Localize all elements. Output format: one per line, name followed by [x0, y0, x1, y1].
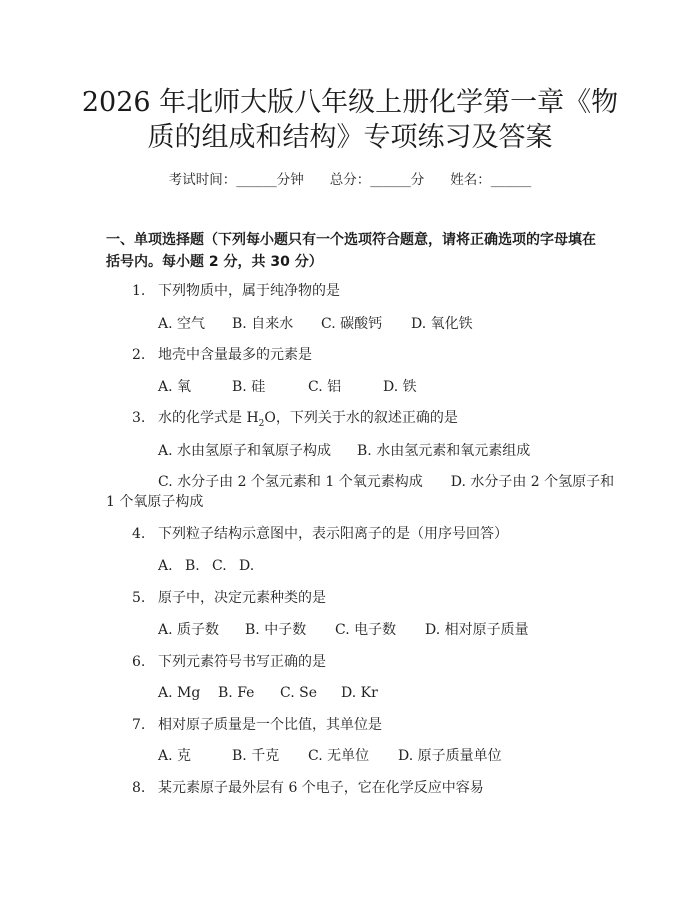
option: C. 电子数 [335, 622, 397, 638]
option: B. 硅 [232, 379, 266, 395]
option: C. 铝 [308, 379, 342, 395]
option: B. 水由氢元素和氧元素组成 [357, 443, 531, 459]
section-heading: 一、单项选择题（下列每小题只有一个选项符合题意，请将正确选项的字母填在括号内。每小题 2 分，共 30 分） [106, 232, 596, 270]
question-4: 4. 下列粒子结构示意图中，表示阳离子的是（用序号回答） [132, 526, 508, 542]
option: B. 中子数 [245, 622, 307, 638]
option: C. Se [280, 685, 317, 701]
question-6: 6. 下列元素符号书写正确的是 [132, 654, 326, 670]
question-4-options [158, 556, 254, 576]
option: A. 水由氢原子和氧原子构成 [158, 443, 332, 459]
option: A. 空气 [158, 316, 206, 332]
option: D. 铁 [383, 379, 417, 395]
question-1: 1. 下列物质中，属于纯净物的是 [132, 283, 340, 299]
question-2: 2. 地壳中含量最多的元素是 [132, 347, 312, 363]
question-7-options [158, 746, 502, 766]
option: D. Kr [341, 685, 378, 701]
question-5-options [158, 620, 529, 640]
document-title-line-1: 2026 年北师大版八年级上册化学第一章《物 [81, 87, 619, 118]
option: D. 原子质量单位 [398, 748, 502, 764]
option: B. [185, 558, 200, 574]
exam-meta [0, 168, 700, 188]
question-6-options [158, 683, 378, 703]
option: D. 相对原子质量 [425, 622, 529, 638]
exam-name: 姓名：______ [450, 172, 532, 188]
option: A. 质子数 [158, 622, 220, 638]
option: A. Mg [158, 685, 201, 701]
option: B. 自来水 [232, 316, 294, 332]
question-3-option-c-d: C. 水分子由 2 个氢元素和 1 个氧元素构成 D. 水分子由 2 个氢原子和 [158, 474, 615, 490]
option: B. Fe [218, 685, 255, 701]
option: A. 氧 [158, 379, 192, 395]
question-3-options [158, 441, 530, 461]
question-5: 5. 原子中，决定元素种类的是 [132, 590, 326, 606]
question-1-options [158, 314, 473, 334]
option: D. 氧化铁 [411, 316, 473, 332]
option: A. 克 [158, 748, 192, 764]
option: C. 无单位 [308, 748, 370, 764]
question-3: 3. 水的化学式是 $H_2O$，下列关于水的叙述正确的是 [132, 410, 458, 429]
option: A. [158, 558, 173, 574]
option: C. 碳酸钙 [321, 316, 383, 332]
option: D. [239, 558, 255, 574]
exam-score: 总分：______分 [329, 172, 425, 188]
document-title-line-2: 质的组成和结构》专项练习及答案 [147, 122, 553, 153]
question-3-option-d-cont: 1 个氧原子构成 [106, 494, 204, 510]
exam-time: 考试时间：______分钟 [168, 172, 304, 188]
question-7: 7. 相对原子质量是一个比值，其单位是 [132, 717, 382, 733]
question-8: 8. 某元素原子最外层有 6 个电子，它在化学反应中容易 [132, 780, 484, 796]
question-2-options [158, 377, 417, 397]
option: B. 千克 [232, 748, 280, 764]
option: C. [212, 558, 227, 574]
